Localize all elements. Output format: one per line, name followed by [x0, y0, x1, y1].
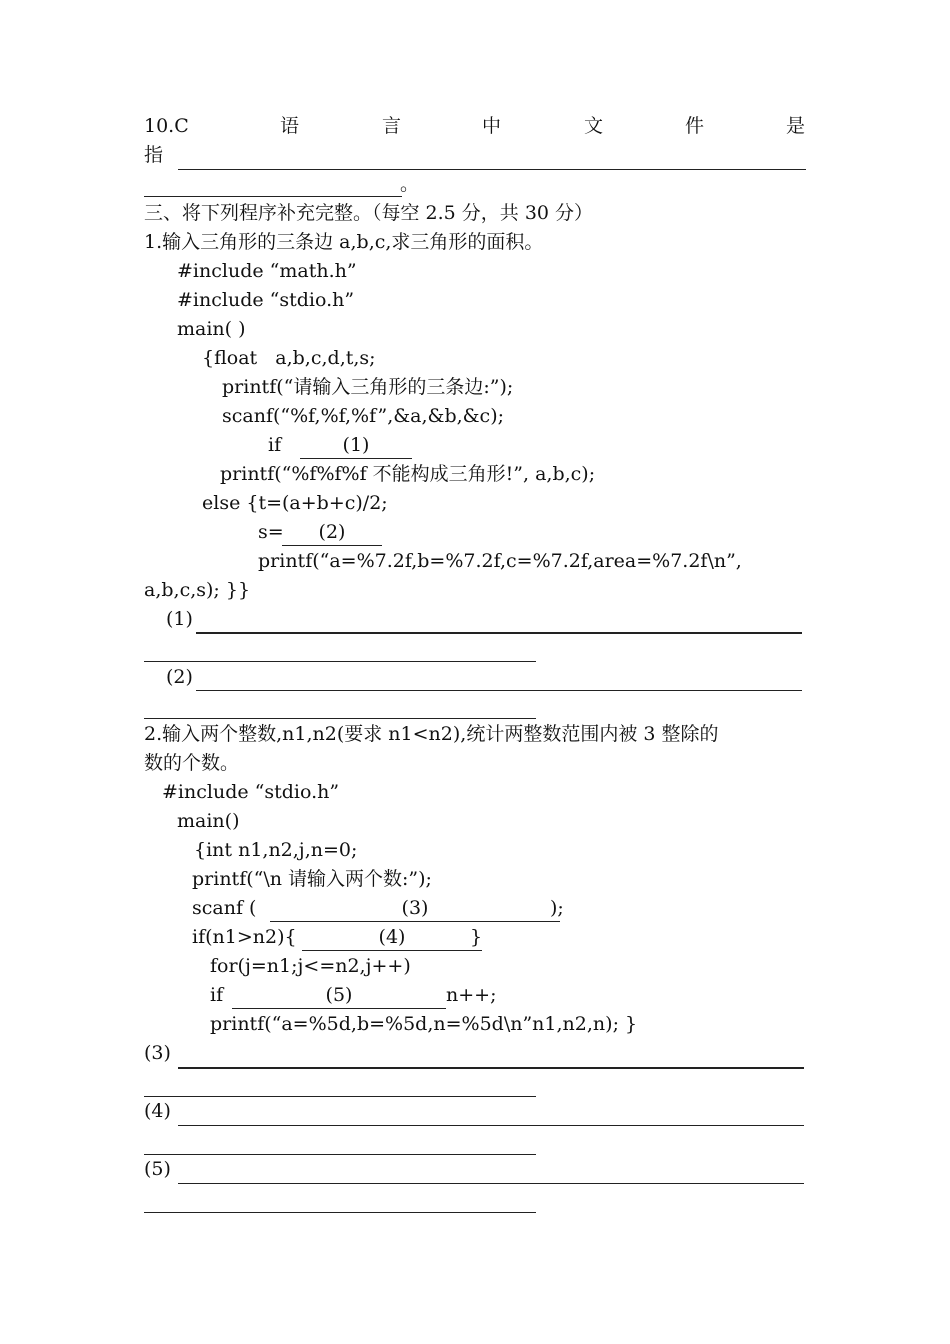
- q10-char: 中: [482, 115, 502, 137]
- code-line: printf(“\n 请输入两个数:”);: [192, 868, 432, 890]
- q10-period: 。: [400, 173, 420, 195]
- blank-5-inline-line[interactable]: [232, 1008, 446, 1009]
- q10-char: 件: [685, 115, 705, 137]
- code-line: #include “math.h”: [177, 260, 357, 282]
- blank-2-inline-line[interactable]: [282, 545, 382, 546]
- answer-label-2: (2): [166, 666, 193, 688]
- blank-1-inline-line[interactable]: [300, 458, 412, 459]
- code-line: main( ): [177, 318, 246, 340]
- answer-label-1: (1): [166, 608, 193, 630]
- code-line: if(n1>n2){: [192, 926, 297, 948]
- code-line: s=: [258, 521, 284, 543]
- code-line: main(): [177, 810, 240, 832]
- code-line: scanf (: [192, 897, 257, 919]
- q10-char: 语: [280, 115, 300, 137]
- answer-label-3: (3): [144, 1042, 171, 1064]
- section-heading: 三、将下列程序补充完整。（每空 2.5 分，共 30 分）: [144, 202, 594, 224]
- q10-answer-line[interactable]: [144, 196, 402, 197]
- code-line: {float a,b,c,d,t,s;: [202, 347, 376, 369]
- answer-line-3[interactable]: [178, 1067, 804, 1069]
- answer-line-2[interactable]: [196, 690, 802, 691]
- code-line: }: [470, 926, 483, 948]
- code-line: scanf(“%f,%f,%f”,&a,&b,&c);: [222, 405, 505, 427]
- blank-2-marker: (2): [318, 521, 346, 543]
- blank-4-marker: (4): [378, 926, 406, 948]
- answer-line-1[interactable]: [144, 661, 536, 662]
- code-line: for(j=n1;j<=n2,j++): [210, 955, 411, 977]
- problem-2-title: 2.输入两个整数,n1,n2(要求 n1<n2),统计两整数范围内被 3 整除的: [144, 723, 719, 745]
- q10-char: 指: [144, 144, 164, 166]
- code-line: #include “stdio.h”: [162, 781, 340, 803]
- q10-char: 言: [382, 115, 402, 137]
- answer-line-5[interactable]: [178, 1183, 804, 1184]
- blank-4-inline-line[interactable]: [302, 950, 482, 951]
- blank-3-marker: (3): [401, 897, 429, 919]
- answer-label-4: (4): [144, 1100, 171, 1122]
- blank-1-marker: (1): [342, 434, 370, 456]
- answer-line-4[interactable]: [144, 1154, 536, 1155]
- code-line: if: [268, 434, 282, 456]
- code-line: printf(“请输入三角形的三条边:”);: [222, 376, 514, 398]
- answer-label-5: (5): [144, 1158, 171, 1180]
- answer-line-1[interactable]: [196, 632, 802, 634]
- q10-answer-line[interactable]: [178, 169, 806, 170]
- q10-char: 是: [786, 115, 806, 137]
- code-line: a,b,c,s); }}: [144, 579, 251, 601]
- answer-line-4[interactable]: [178, 1125, 804, 1126]
- code-line: n++;: [446, 984, 497, 1006]
- code-line: printf(“%f%f%f 不能构成三角形!”, a,b,c);: [220, 463, 596, 485]
- blank-3-inline-line[interactable]: [270, 921, 560, 922]
- answer-line-3[interactable]: [144, 1096, 536, 1097]
- problem-2-title: 数的个数。: [144, 752, 240, 774]
- code-line: else {t=(a+b+c)/2;: [202, 492, 388, 514]
- answer-line-2[interactable]: [144, 718, 536, 719]
- q10-number: 10.C: [144, 115, 189, 137]
- code-line: printf(“a=%5d,b=%5d,n=%5d\n”n1,n2,n); }: [210, 1013, 638, 1035]
- answer-line-5[interactable]: [144, 1212, 536, 1213]
- code-line: printf(“a=%7.2f,b=%7.2f,c=%7.2f,area=%7.2f\n”,: [258, 550, 742, 572]
- problem-1-title: 1.输入三角形的三条边 a,b,c,求三角形的面积。: [144, 231, 544, 253]
- code-line: if: [210, 984, 224, 1006]
- code-line: #include “stdio.h”: [177, 289, 355, 311]
- q10-char: 文: [584, 115, 604, 137]
- code-line: );: [550, 897, 564, 919]
- blank-5-marker: (5): [325, 984, 353, 1006]
- code-line: {int n1,n2,j,n=0;: [194, 839, 358, 861]
